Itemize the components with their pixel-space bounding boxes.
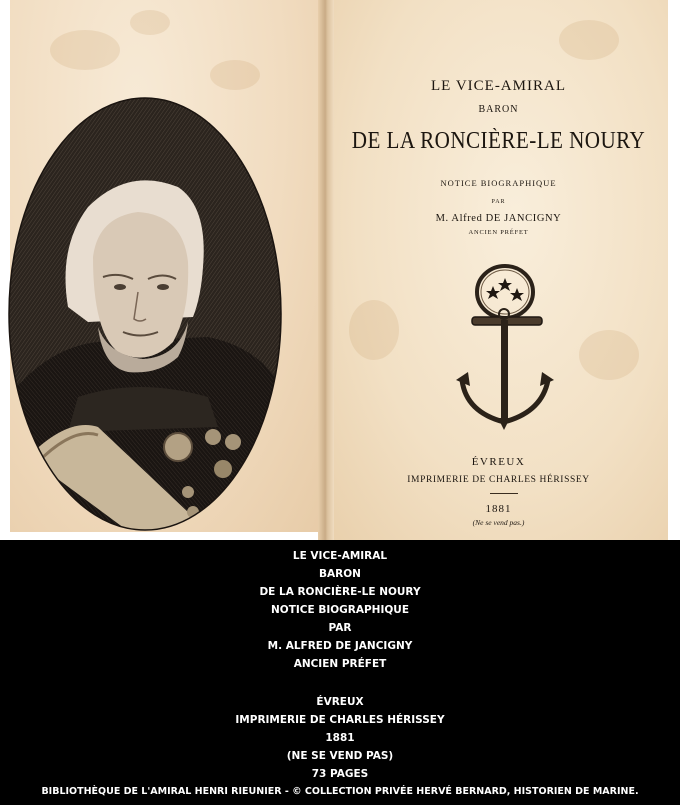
caption-line: ANCIEN PRÉFET — [293, 658, 387, 670]
caption-block — [0, 547, 680, 801]
title-rank: LE VICE-AMIRAL — [431, 78, 566, 94]
title-baron: BARON — [478, 104, 519, 115]
paper-stain — [210, 60, 260, 90]
caption-line: PAR — [328, 622, 352, 634]
title-author-title: ANCIEN PRÉFET — [468, 229, 529, 236]
title-year: 1881 — [485, 503, 512, 515]
title-name: DE LA RONCIÈRE-LE NOURY — [351, 128, 646, 154]
caption-line: (NE SE VEND PAS) — [286, 750, 394, 762]
caption-line: BARON — [319, 568, 361, 580]
title-divider — [490, 493, 518, 494]
caption-line: DE LA RONCIÈRE-LE NOURY — [259, 586, 421, 598]
title-printer: IMPRIMERIE DE CHARLES HÉRISSEY — [407, 475, 590, 485]
title-author: M. Alfred DE JANCIGNY — [435, 213, 562, 224]
caption-line: 1881 — [325, 732, 355, 744]
anchor-icon — [448, 262, 558, 434]
paper-stain — [559, 20, 619, 60]
caption-line: NOTICE BIOGRAPHIQUE — [271, 604, 409, 616]
caption-spacer — [0, 673, 680, 693]
title-place: ÉVREUX — [471, 456, 526, 468]
title-par: PAR — [491, 199, 506, 205]
caption-line: ÉVREUX — [316, 696, 364, 708]
title-note: (Ne se vend pas.) — [472, 518, 525, 527]
paper-stain — [579, 330, 639, 380]
caption-line: IMPRIMERIE DE CHARLES HÉRISSEY — [235, 714, 445, 726]
title-notice: NOTICE BIOGRAPHIQUE — [440, 178, 557, 188]
caption-line: M. ALFRED DE JANCIGNY — [267, 640, 413, 652]
caption-line: LE VICE-AMIRAL — [292, 550, 388, 562]
admiral-portrait-icon — [8, 97, 282, 531]
paper-stain — [349, 300, 399, 360]
paper-stain — [50, 30, 120, 70]
caption-credits: BIBLIOTHÈQUE DE L'AMIRAL HENRI RIEUNIER - © COLLECTION PRIVÉE HERVÉ BERNARD, HISTORIEN DE MARINE. — [41, 786, 639, 797]
caption-line: 73 PAGES — [311, 768, 369, 780]
paper-stain — [130, 10, 170, 35]
